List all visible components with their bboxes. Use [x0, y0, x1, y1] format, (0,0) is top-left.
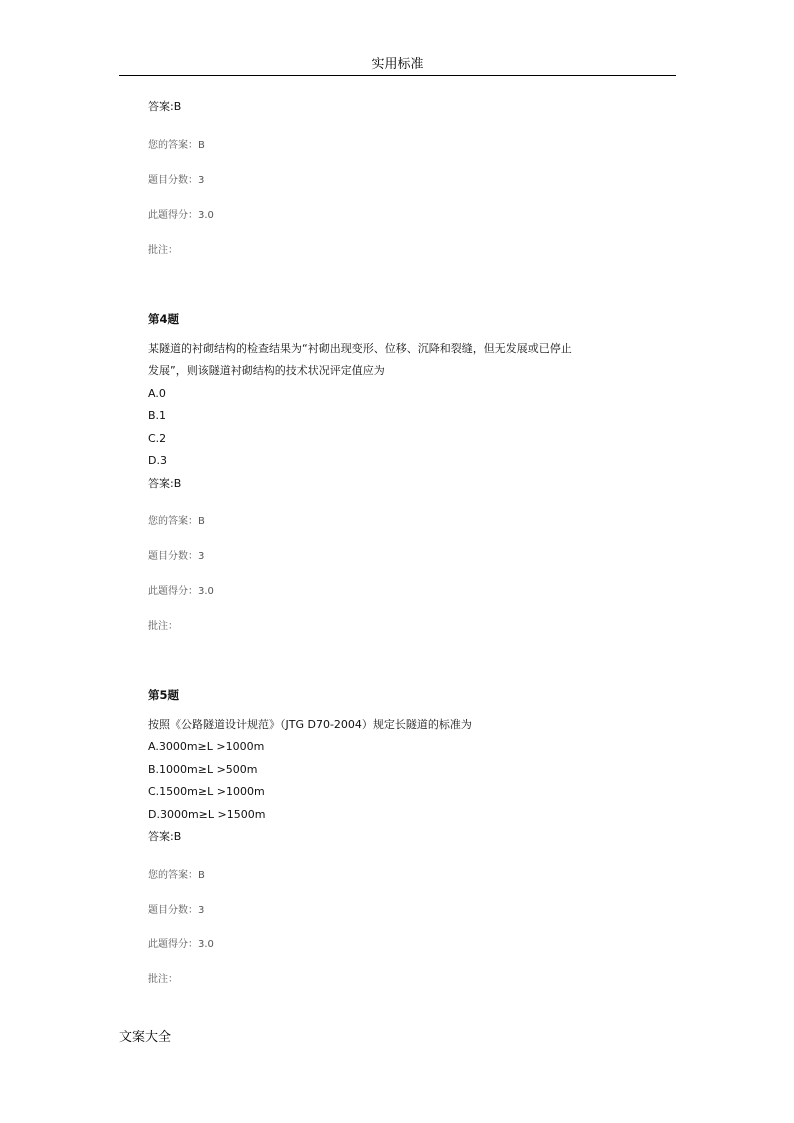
q4-stem-line2: 发展”，则该隧道衬砌结构的技术状况评定值应为 [148, 364, 385, 377]
q4-note: 批注： [148, 621, 178, 632]
q5-title: 第5题 [148, 688, 180, 702]
page-footer: 文案大全 [119, 1030, 172, 1045]
q4-stem-line1: 某隧道的衬砌结构的检查结果为“衬砌出现变形、位移、沉降和裂缝，但无发展或已停止 [148, 342, 572, 355]
q4-option-c: C.2 [148, 432, 167, 445]
q4-title: 第4题 [148, 312, 180, 326]
q5-option-d: D.3000m≥L >1500m [148, 808, 266, 821]
q4-option-b: B.1 [148, 409, 167, 422]
q5-stem-line1: 按照《公路隧道设计规范》（JTG D70-2004）规定长隧道的标准为 [148, 718, 472, 731]
q5-got: 此题得分：3.0 [148, 939, 214, 950]
header-rule [119, 75, 676, 76]
q3-your-answer: 您的答案：B [148, 140, 205, 151]
q5-your-answer: 您的答案：B [148, 870, 205, 881]
q3-got: 此题得分：3.0 [148, 210, 214, 221]
q5-option-b: B.1000m≥L >500m [148, 763, 258, 776]
q5-note: 批注： [148, 974, 178, 985]
q5-answer: 答案:B [148, 830, 182, 843]
q3-note: 批注： [148, 245, 178, 256]
q4-option-d: D.3 [148, 454, 167, 467]
page-header: 实用标准 [371, 57, 424, 72]
q4-got: 此题得分：3.0 [148, 586, 214, 597]
q5-option-a: A.3000m≥L >1000m [148, 740, 265, 753]
q5-option-c: C.1500m≥L >1000m [148, 785, 265, 798]
q5-score: 题目分数：3 [148, 905, 205, 916]
q3-score: 题目分数：3 [148, 175, 205, 186]
q4-score: 题目分数：3 [148, 551, 205, 562]
q3-answer: 答案:B [148, 100, 182, 113]
q4-option-a: A.0 [148, 387, 166, 400]
q4-your-answer: 您的答案：B [148, 516, 205, 527]
q4-answer: 答案:B [148, 477, 182, 490]
